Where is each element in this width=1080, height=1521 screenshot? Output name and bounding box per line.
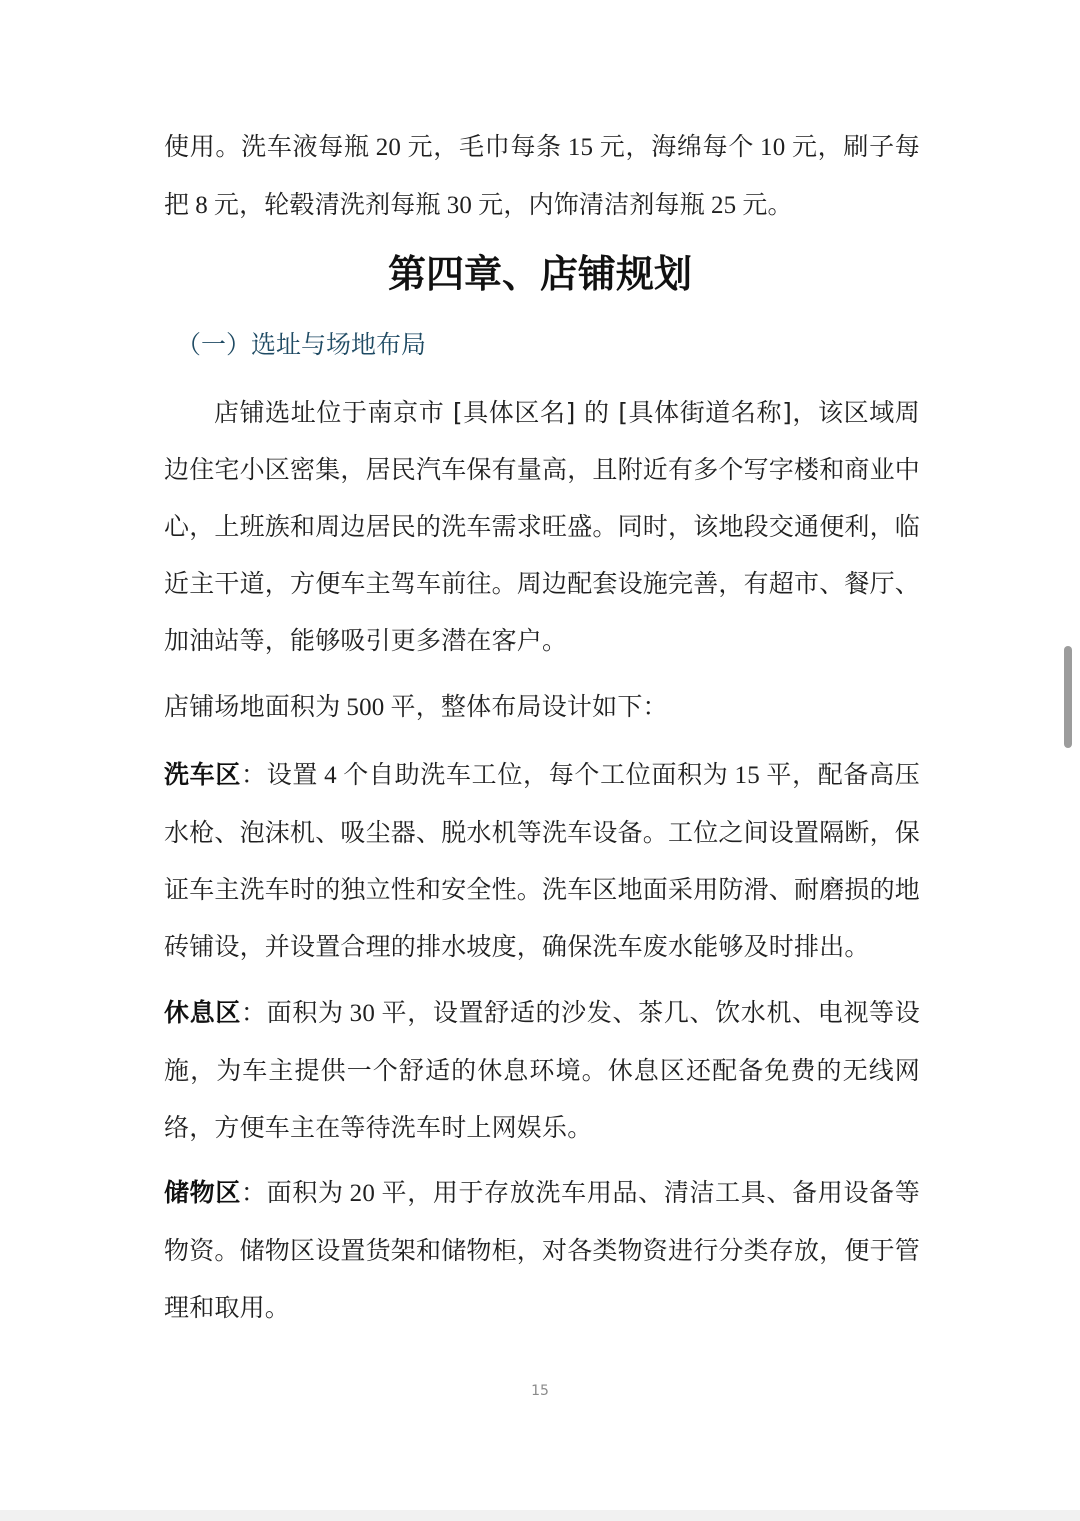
rest-zone-paragraph (164, 984, 920, 1156)
wash-zone-label: 洗车区 (164, 760, 242, 789)
location-paragraph: 店铺选址位于南京市 [具体区名] 的 [具体街道名称]，该区域周边住宅小区密集，居民汽车保有量高，且附近有多个写字楼和商业中心，上班族和周边居民的洗车需求旺盛。同时，该地段交通便利，临近主干道，方便车主驾车前往。周边配套设施完善，有超市、餐厅、加油站等，能够吸引更多潜在客户。 (164, 398, 921, 655)
bay-area: 15 (734, 762, 760, 789)
page-number: 15 (531, 1383, 549, 1399)
area-value: 500 (346, 694, 385, 721)
bay-count: 4 (324, 762, 337, 789)
price-value: 25 (710, 192, 737, 219)
vertical-scrollbar[interactable] (1064, 646, 1072, 748)
paragraph-text: 平，整体布局设计如下： (390, 692, 668, 721)
price-paragraph (164, 118, 920, 234)
price-value: 8 (195, 192, 208, 219)
paragraph-text: ：设置 (241, 760, 319, 789)
paragraph-text: 元，轮毂清洗剂每瓶 (213, 190, 441, 219)
storage-zone-label: 储物区 (164, 1178, 241, 1207)
paragraph-text: 元，毛巾每条 (407, 132, 562, 161)
paragraph-text: 平，配备高压水枪、泡沫机、吸尘器、脱水机等洗车设备。工位之间设置隔断，保证车主洗车时的独立性和安全性。洗车区地面采用防滑、耐磨损的地砖铺设，并设置合理的排水坡度，确保洗车废水能够及时排出。 (164, 760, 921, 961)
paragraph-text: 元，刷子每把 (164, 132, 920, 219)
paragraph-text: 使用。洗车液每瓶 (164, 132, 370, 161)
area-line (164, 678, 920, 736)
paragraph-text: 店铺场地面积为 (164, 692, 341, 721)
price-value: 10 (760, 134, 786, 161)
page-bottom-edge (0, 1510, 1080, 1521)
paragraph-text: ：面积为 (241, 1178, 344, 1207)
scrollbar-thumb[interactable] (1064, 646, 1072, 748)
paragraph-text: ：面积为 (241, 998, 344, 1027)
chapter-title: 第四章、店铺规划 (387, 252, 692, 296)
paragraph-text: 平，设置舒适的沙发、茶几、饮水机、电视等设施，为车主提供一个舒适的休息环境。休息区还配备免费的无线网络，方便车主在等待洗车时上网娱乐。 (164, 998, 920, 1142)
paragraph-text: 元，内饰清洁剂每瓶 (478, 190, 705, 219)
price-value: 20 (375, 134, 402, 161)
price-value: 15 (567, 134, 594, 161)
storage-zone-paragraph (164, 1164, 920, 1336)
rest-zone-label: 休息区 (164, 998, 241, 1027)
paragraph-text: 元，海绵每个 (599, 132, 755, 161)
wash-zone-paragraph (164, 746, 920, 975)
paragraph-text: 元。 (742, 190, 793, 219)
storage-zone-area: 20 (349, 1180, 376, 1207)
section-heading: （一）选址与场地布局 (176, 330, 427, 359)
paragraph-text: 个自助洗车工位，每个工位面积为 (342, 760, 729, 789)
price-value: 30 (446, 192, 473, 219)
rest-zone-area: 30 (349, 1000, 376, 1027)
paragraph-text: 平，用于存放洗车用品、清洁工具、备用设备等物资。储物区设置货架和储物柜，对各类物资进行分类存放，便于管理和取用。 (164, 1178, 921, 1322)
